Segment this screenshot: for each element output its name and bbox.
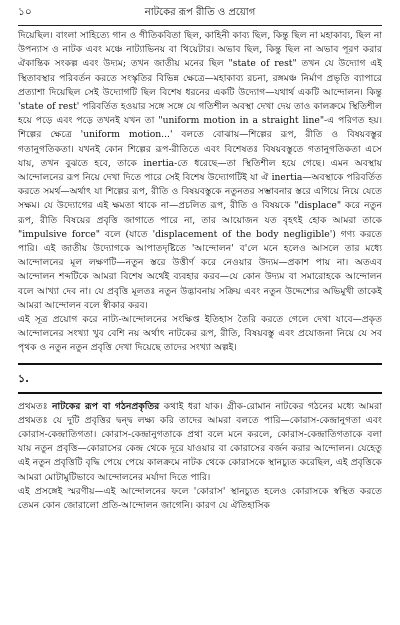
- section-paragraph-1-prefix: প্রথমতঃ: [18, 400, 53, 412]
- paragraph-1: দিয়েছিল। বাংলা সাহিত্যে গান ও গীতিকবিতা ছিল, কাহিনী কাব্য ছিল, কিন্তু ছিল না মহাকাব্য, ছিল না উপন্যাস ও নাটক এবং মঞ্চে নাট্যাভিনয় বা থিয়েটার। অভাব ছিল, কিন্তু ছিল না অভাব পূরণ করার ঐকান্তিক সংকল্প এবং উদ্যম; তখন জাতীয় মনের ছিল "state of rest" তখন যে উদ্যোগ এই স্থিতাবস্থার পরিবর্তন করতে সংস্কৃতির বিভিন্ন ক্ষেত্রে—মহাকাব্য রচনা, রঙ্গমঞ্চ নির্মাণ প্রভৃতি ব্যাপারে প্রত্যাশা দিয়েছিল সেই উদ্যোগটি ছিল বিশেষ ধরনের একটি উদ্যোগ—যথার্থ একটি আন্দোলন। কিন্তু 'state of rest' পরিবর্তিত হওয়ার সঙ্গে সঙ্গে যে গতিশীল অবস্থা দেখা দেয় তাও কালক্রমে স্থিতিশীল হয়ে পড়ে এবং পড়ে তখনই যখন তা "uniform motion in a straight line"-এ পরিণত হয়। শিল্পের ক্ষেত্রে 'uniform motion...' বলতে বোঝায়—শিল্পের রূপ, রীতি ও বিষয়বস্তুর গতানুগতিকতা। যখনই কোন শিল্পের রূপ-রীতিতে এবং বিশেষতঃ বিষয়বস্তুতে গতানুগতিকতা এসে যায়, তখন বুঝতে হবে, তাকে inertia-তে ধরেছে—তা স্থিতিশীল হয়ে গেছে। এমন অবস্থায় আন্দোলনের রূপ নিয়ে দেখা দিতে পারে সেই বিশেষ উদ্যোগটিই যা ঐ inertia—অবস্থাকে পরিবর্তিত করতে সমর্থ—অর্থাৎ যা শিল্পের রূপ, রীতি ও বিষয়বস্তুকে নতুনতর সম্ভাবনার স্তরে এগিয়ে নিয়ে যেতে সক্ষম। যে উদ্যোগের এই ক্ষমতা থাকে না—প্রচলিত রূপ, রীতি ও বিষয়কে "displace" করে নতুন রূপ, রীতি বিষয়ের প্রবৃত্তি জাগাতে পারে না, তার আয়োজন যত বৃহৎই হোক আমরা তাকে "impulsive force" বলে (যাতে 'displacement of the body negligible') গণ্য করতে পারি। এই জাতীয় উদ্যোগকে আপাতদৃষ্টিতে 'আন্দোলন' ব'লে মনে হলেও আসলে তার মধ্যে আন্দোলনের মূল লক্ষণটি—নতুন স্তরে উত্তীর্ণ করে নেওয়ার উদ্যম—প্রকাশ পায় না। অতএব আন্দোলন শব্দটিকে আমরা বিশেষ অর্থেই ব্যবহার করব—যে কোন উদ্যম বা সমারোহকে আন্দোলন বলে আখ্যা দেব না। যে প্রবৃত্তি মূলতঃ নতুন উদ্ভাবনায় সক্রিয় এবং নতুন উদ্দেশ্যের অভিমুখী তাকেই আমরা আন্দোলন বলে স্বীকার করব।: [18, 30, 382, 311]
- running-header: [18, 6, 382, 22]
- section-paragraph-1-rest: কথাই ধরা যাক। গ্রীক-রোমান নাটকের গঠনের মধ্যে আমরা প্রথমতঃ যে দুটি প্রবৃত্তির দ্বন্দ্ব লক্ষ্য করি তাদের আমরা বলতে পারি—কোরাস-কেন্দ্রানুগতা এবং কোরাস-কেন্দ্রাতিগতা। কোরাস-কেন্দ্রানুগতাকে প্রথা বলে মনে করলে, কোরাস-কেন্দ্রাতিগতাকে বলা যায় নতুন প্রবৃত্তি—কোরাসের কেন্দ্র থেকে দূরে যাওয়ার বা কোরাসের বর্জন করার আন্দোলন। যেহেতু এই নতুন প্রবৃত্তিটি বৃদ্ধি পেয়ে পেয়ে কালক্রমে নাটক থেকে কোরাসকে স্থানচ্যুত করেছিল, এই প্রবৃত্তিকে আমরা মোটামুটিভাবে আন্দোলনের মর্যাদা দিতে পারি।: [18, 400, 383, 483]
- section-paragraph-1: [18, 400, 382, 485]
- body-text: [18, 29, 382, 356]
- header-rule: [18, 25, 382, 26]
- section-top-rule: [18, 363, 382, 365]
- page-number: ১০: [18, 6, 32, 18]
- section-paragraph-1-bold: নাটকের রূপ বা গঠনপ্রকৃতির: [52, 400, 160, 412]
- running-title: নাটকের রূপ রীতি ও প্রয়োগ: [144, 7, 256, 18]
- section-text: [18, 400, 382, 514]
- section-paragraph-2: এই প্রসঙ্গেই স্মরণীয়—এই আন্দোলনের ফলে 'কোরাস' স্থানচ্যুত হলেও কোরাসকে স্বস্থিত করতে তেমন কোন জোরালো প্রতি-আন্দোলন জাগেনি। কারণ যে ঐতিহাসিক: [18, 485, 382, 512]
- section-bottom-rule: [18, 392, 382, 394]
- section-number: ১.: [18, 371, 29, 385]
- paragraph-2: এই সূত্র প্রয়োগ করে নাট্য-আন্দোলনের সংক্ষিপ্ত ইতিহাস তৈরি করতে গেলে দেখা যাবে—প্রকৃত আন্দোলনের সংখ্যা খুব বেশি নয় অর্থাৎ নাটকের রূপ, রীতি, বিষয়বস্তু এবং প্রযোজনা নিয়ে যে সব পৃথক ও নতুন নতুন প্রবৃত্তি দেখা দিয়েছে তাদের সংখ্যা অল্পই।: [18, 314, 382, 354]
